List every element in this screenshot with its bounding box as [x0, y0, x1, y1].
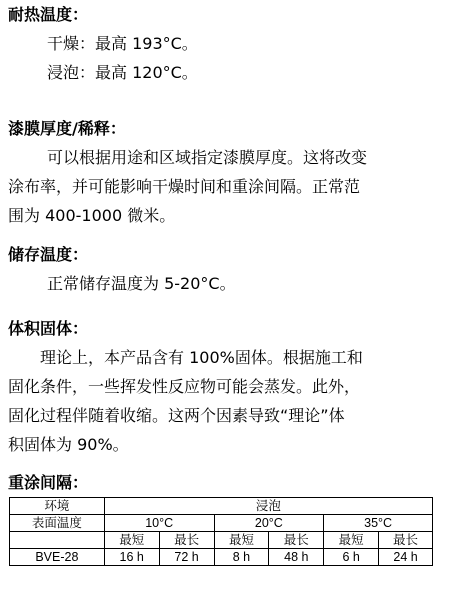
heat-resistance-dry: 干燥：最高 193°C。 — [47, 34, 198, 53]
value-cell: 72 h — [159, 549, 214, 566]
volume-solids-heading: 体积固体： — [8, 319, 89, 338]
env-label-cell: 环境 — [10, 498, 105, 515]
film-thickness-heading: 漆膜厚度/稀释： — [8, 119, 126, 138]
storage-line-1: 正常储存温度为 5-20°C。 — [47, 274, 236, 293]
value-cell: 24 h — [379, 549, 433, 566]
value-cell: 16 h — [104, 549, 159, 566]
max-label-cell: 最长 — [159, 532, 214, 549]
surface-temp-label-cell: 表面温度 — [10, 515, 105, 532]
storage-heading: 储存温度： — [8, 245, 89, 264]
max-label-cell: 最长 — [379, 532, 433, 549]
empty-cell — [10, 532, 105, 549]
table-row-min-max — [10, 532, 433, 549]
table-row-surface-temp — [10, 515, 433, 532]
temp-cell-10: 10°C — [104, 515, 214, 532]
min-label-cell: 最短 — [104, 532, 159, 549]
value-cell: 6 h — [324, 549, 379, 566]
film-thickness-line-1: 可以根据用途和区域指定漆膜厚度。这将改变 — [47, 148, 368, 167]
heat-resistance-heading: 耐热温度： — [8, 5, 89, 24]
temp-cell-20: 20°C — [214, 515, 324, 532]
min-label-cell: 最短 — [324, 532, 379, 549]
env-value-cell: 浸泡 — [104, 498, 432, 515]
table-row-environment — [10, 498, 433, 515]
heat-resistance-immersion: 浸泡：最高 120°C。 — [47, 63, 198, 82]
product-cell: BVE-28 — [10, 549, 105, 566]
film-thickness-line-2: 涂布率，并可能影响干燥时间和重涂间隔。正常范 — [8, 177, 361, 196]
recoat-heading: 重涂间隔： — [8, 473, 89, 492]
value-cell: 48 h — [269, 549, 324, 566]
value-cell: 8 h — [214, 549, 269, 566]
film-thickness-line-3: 围为 400-1000 微米。 — [8, 206, 176, 225]
volume-solids-line-2: 固化条件，一些挥发性反应物可能会蒸发。此外， — [8, 377, 361, 396]
volume-solids-line-3: 固化过程伴随着收缩。这两个因素导致“理论”体 — [8, 406, 345, 425]
volume-solids-line-4: 积固体为 90%。 — [8, 435, 129, 454]
volume-solids-line-1: 理论上，本产品含有 100%固体。根据施工和 — [40, 348, 363, 367]
table-row-product — [10, 549, 433, 566]
recoat-interval-table — [9, 497, 433, 566]
temp-cell-35: 35°C — [324, 515, 433, 532]
min-label-cell: 最短 — [214, 532, 269, 549]
max-label-cell: 最长 — [269, 532, 324, 549]
